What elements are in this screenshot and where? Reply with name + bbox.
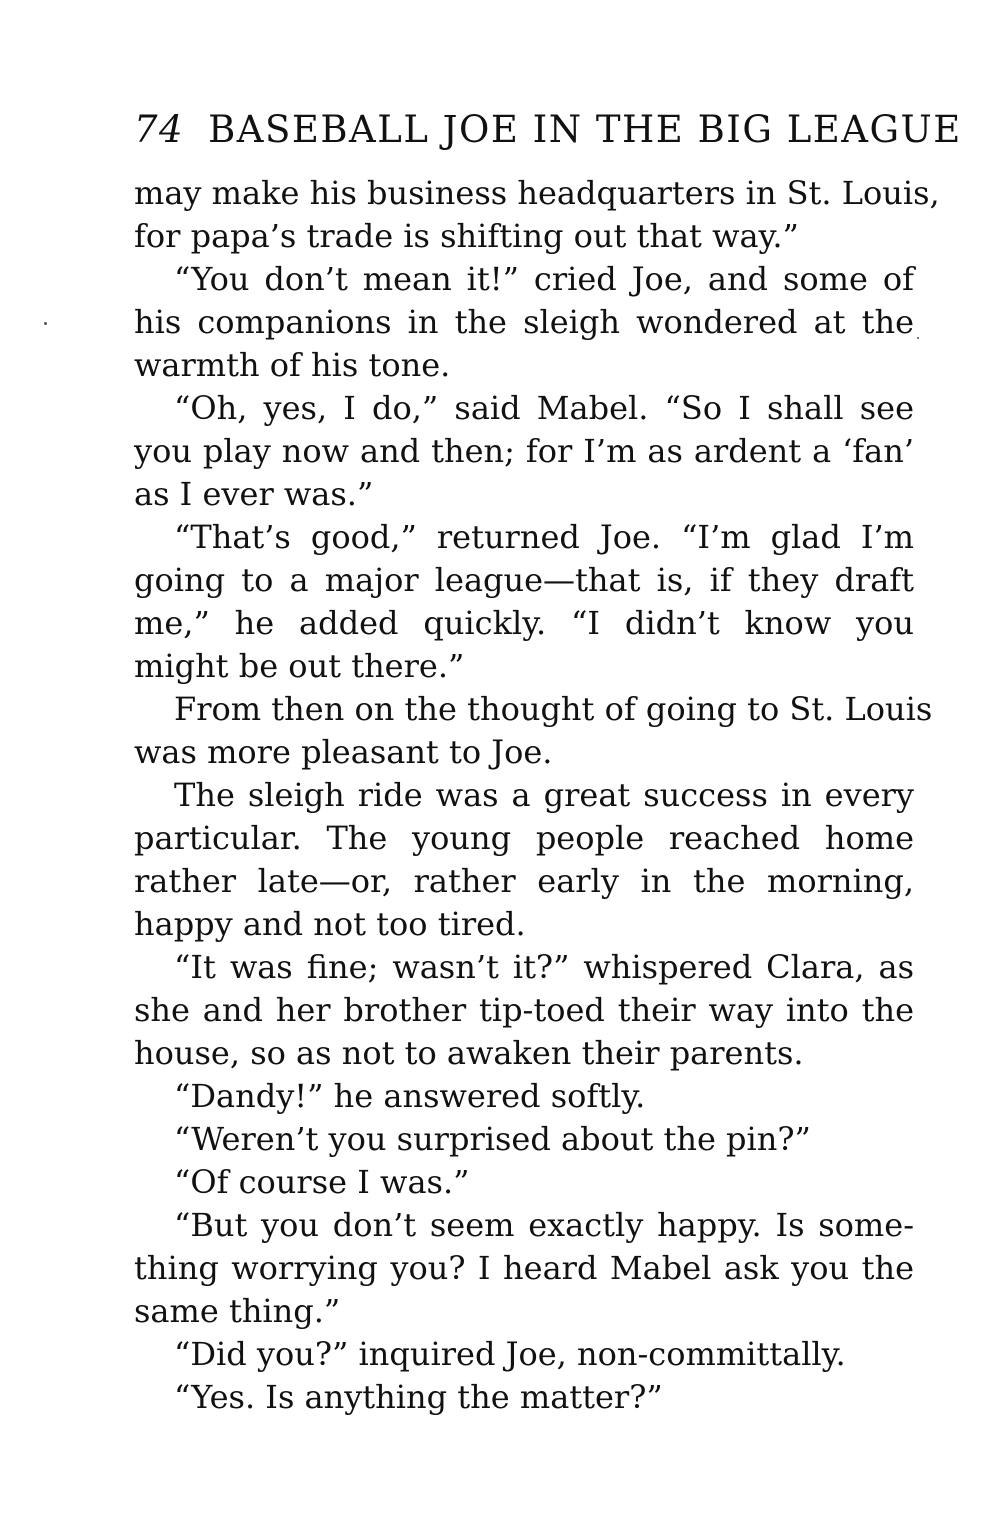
text-line: “Did you?” inquired Joe, non-committally. bbox=[174, 1335, 846, 1373]
text-line: you play now and then; for I’m as ardent a ‘fan’ bbox=[134, 432, 914, 470]
text-line: “Of course I was.” bbox=[174, 1163, 470, 1201]
text-line: “Oh, yes, I do,” said Mabel. “So I shall see bbox=[174, 389, 914, 427]
print-speck bbox=[44, 322, 47, 325]
text-line: From then on the thought of going to St. Louis bbox=[174, 690, 933, 728]
running-head-title: BASEBALL JOE IN THE BIG LEAGUE bbox=[208, 108, 962, 151]
text-line: going to a major league—that is, if they draft bbox=[134, 561, 914, 599]
text-line: “That’s good,” returned Joe. “I’m glad I’m bbox=[174, 518, 914, 556]
text-line: particular. The young people reached home bbox=[134, 819, 914, 857]
text-line: “It was fine; wasn’t it?” whispered Clara, as bbox=[174, 948, 914, 986]
text-line: house, so as not to awaken their parents. bbox=[134, 1034, 804, 1072]
page-number: 74 bbox=[134, 108, 185, 151]
text-line: thing worrying you? I heard Mabel ask you the bbox=[134, 1249, 914, 1287]
running-head bbox=[134, 104, 962, 156]
text-line: happy and not too tired. bbox=[134, 905, 526, 943]
text-line: same thing.” bbox=[134, 1292, 341, 1330]
text-line: rather late—or, rather early in the morning, bbox=[134, 862, 914, 900]
text-line: was more pleasant to Joe. bbox=[134, 733, 553, 771]
text-line: might be out there.” bbox=[134, 647, 465, 685]
text-line: she and her brother tip-toed their way into the bbox=[134, 991, 914, 1029]
text-line: “But you don’t seem exactly happy. Is some- bbox=[174, 1206, 914, 1244]
print-speck bbox=[917, 337, 919, 339]
text-line: “Yes. Is anything the matter?” bbox=[174, 1378, 663, 1416]
text-line: may make his business headquarters in St. Louis, bbox=[134, 174, 940, 212]
text-line: for papa’s trade is shifting out that way.” bbox=[134, 217, 799, 255]
text-line: “Weren’t you surprised about the pin?” bbox=[174, 1120, 811, 1158]
text-line: as I ever was.” bbox=[134, 475, 374, 513]
text-line: “Dandy!” he answered softly. bbox=[174, 1077, 646, 1115]
text-line: “You don’t mean it!” cried Joe, and some of bbox=[174, 260, 914, 298]
body-text bbox=[134, 172, 940, 1419]
text-line: The sleigh ride was a great success in every bbox=[174, 776, 914, 814]
text-line: me,” he added quickly. “I didn’t know you bbox=[134, 604, 914, 642]
text-line: his companions in the sleigh wondered at the bbox=[134, 303, 914, 341]
text-line: warmth of his tone. bbox=[134, 346, 451, 384]
